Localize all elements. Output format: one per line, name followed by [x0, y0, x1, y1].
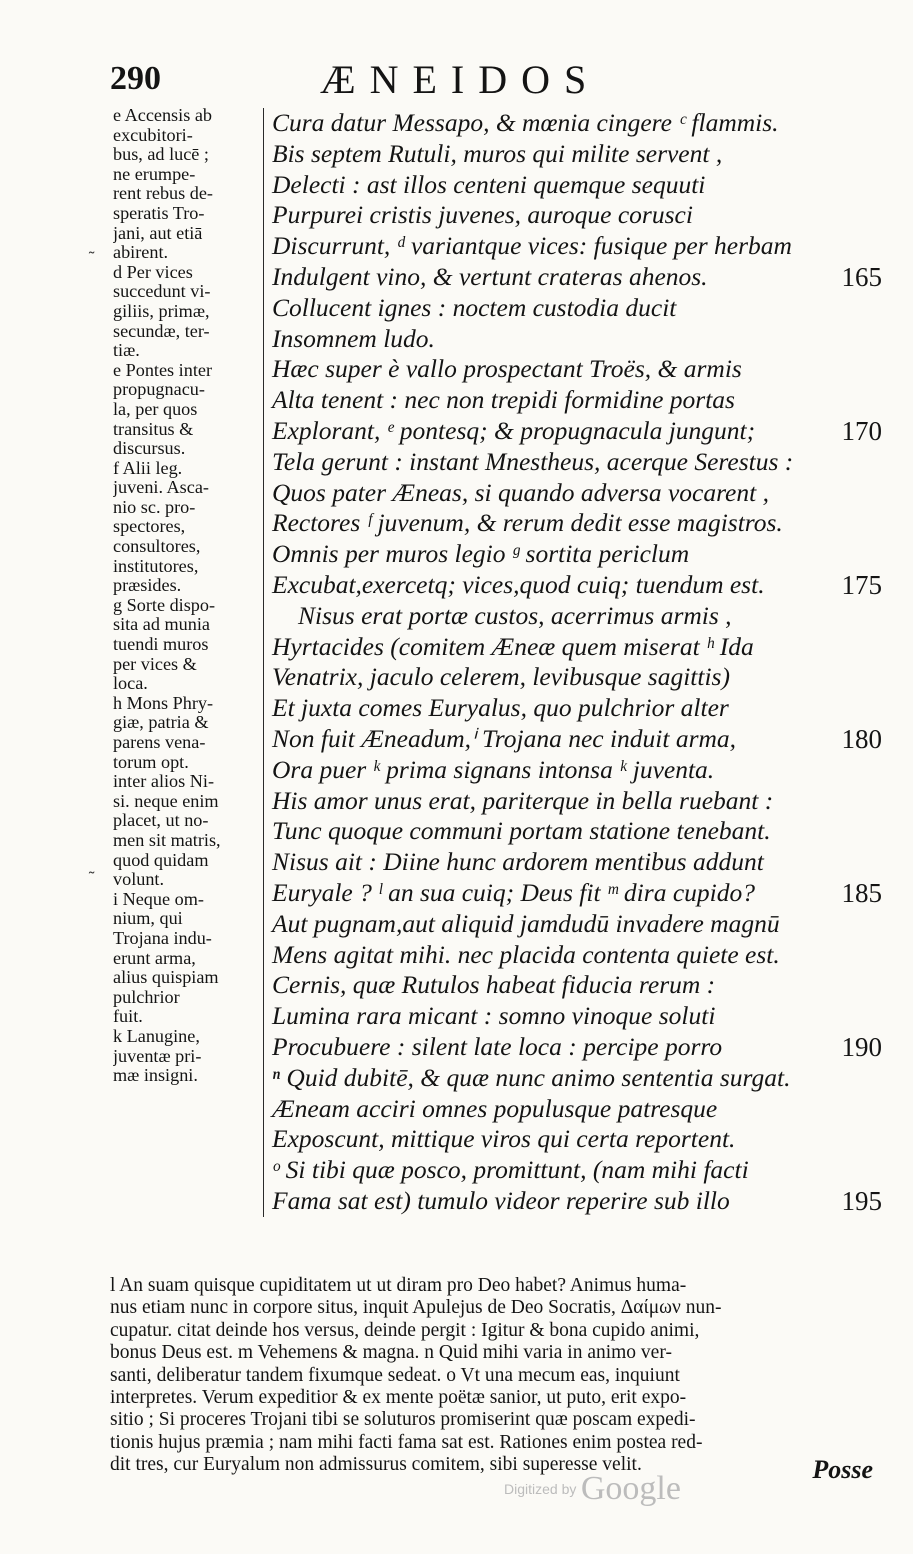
verse-text: Excubat,exercetq; vices,quod cuiq; tuendum est. — [272, 569, 765, 599]
margin-note-line: giliis, primæ, — [113, 301, 210, 321]
verse-line — [264, 632, 894, 663]
verse-line — [264, 816, 894, 847]
margin-note-line: discursus. — [113, 439, 186, 459]
margin-note-line: institutores, — [113, 556, 199, 576]
margin-note-line: nio sc. pro- — [113, 497, 196, 517]
verse-line — [264, 909, 894, 940]
margin-note-line: bus, ad lucē ; — [113, 145, 209, 165]
verse-line — [264, 324, 894, 355]
verse-text: Et juxta comes Euryalus, quo pulchrior alter — [272, 693, 729, 723]
margin-note-line: torum opt. — [113, 752, 189, 772]
digitized-watermark — [504, 1470, 681, 1508]
margin-note-line: h Mons Phry- — [113, 693, 214, 713]
verse-line — [264, 1001, 894, 1032]
verse-line — [264, 1124, 894, 1155]
verse-line — [264, 231, 894, 262]
verse-text: Non fuit Æneadum,ⁱ Trojana nec induit arma, — [272, 723, 737, 753]
verse-text: Euryale ? ˡ an sua cuiq; Deus fit ᵐ dira cupido? — [272, 877, 755, 907]
margin-note-line: jani, aut etiā — [113, 223, 203, 243]
running-title: ÆNEIDOS — [320, 57, 601, 102]
margin-note-line: ne erumpe- — [113, 164, 196, 184]
verse-text: Nisus ait : Diine hunc ardorem mentibus addunt — [272, 847, 764, 877]
verse-text: Nisus erat portæ custos, acerrimus armis , — [298, 600, 732, 630]
verse-line — [264, 478, 894, 509]
verse-line — [264, 1063, 894, 1094]
verse-line — [264, 755, 894, 786]
verse-line — [264, 1094, 894, 1125]
footnotes — [110, 1275, 875, 1477]
margin-note-line: e Accensis ab — [113, 106, 212, 125]
margin-note-line: mæ insigni. — [113, 1066, 198, 1086]
margin-note-line: per vices & — [113, 654, 197, 674]
verse-line — [264, 786, 894, 817]
margin-note-line: tuendi muros — [113, 635, 209, 655]
margin-note-line: sita ad munia — [113, 615, 210, 635]
verse-line — [264, 847, 894, 878]
verse-text: Tunc quoque communi portam statione tenebant. — [272, 816, 771, 846]
margin-note-line: e Pontes inter — [113, 360, 213, 380]
verse-line — [264, 570, 894, 601]
footnote-line: nus etiam nunc in corpore situs, inquit Apulejus de Deo Socratis, Δαίμων nun- — [110, 1297, 722, 1319]
margin-note-line: rent rebus de- — [113, 184, 213, 204]
margin-note-line: speratis Tro- — [113, 203, 205, 223]
verse-number: 185 — [841, 877, 882, 908]
verse-number: 175 — [841, 569, 882, 600]
watermark-prefix: Digitized by — [504, 1481, 577, 1497]
verse-number: 190 — [841, 1031, 882, 1062]
verse-text: Delecti : ast illos centeni quemque sequuti — [272, 169, 706, 199]
verse-text: Æneam acciri omnes populusque patresque — [272, 1093, 718, 1123]
footnote-line: l An suam quisque cupiditatem ut ut diram pro Deo habet? Animus huma- — [110, 1275, 687, 1296]
margin-note-line: consultores, — [113, 537, 201, 557]
watermark-brand: Google — [580, 1470, 681, 1507]
verse-text: Cura datur Messapo, & mœnia cingere ᶜ flammis. — [272, 108, 779, 137]
verse-text: ⁿ Quid dubitē, & quæ nunc animo sententia surgat. — [272, 1062, 791, 1092]
verse-text: Rectores ᶠ juvenum, & rerum dedit esse magistros. — [272, 508, 783, 538]
verse-line — [264, 354, 894, 385]
verse-text: Cernis, quæ Rutulos habeat fiducia rerum : — [272, 970, 716, 1000]
verse-text: Mens agitat mihi. nec placida contenta quiete est. — [272, 939, 780, 969]
margin-note-line: si. neque enim — [113, 791, 219, 811]
verse-text: Discurrunt, ᵈ variantque vices: fusique per herbam — [272, 231, 792, 261]
verse-line — [264, 662, 894, 693]
verse-line — [264, 385, 894, 416]
margin-note-line: spectores, — [113, 517, 186, 537]
verse-text: Ora puer ᵏ prima signans intonsa ᵏ juventa. — [272, 754, 715, 784]
margin-tick-mark: ˜ — [89, 250, 95, 267]
footnote-line: dit tres, cur Euryalum non admissurus comitem, sibi superesse velit. — [110, 1454, 642, 1476]
verse-text: Tela gerunt : instant Mnestheus, acerque Serestus : — [272, 446, 794, 476]
margin-note-line: fuit. — [113, 1007, 143, 1027]
verse-line — [264, 416, 894, 447]
margin-note-line: men sit matris, — [113, 830, 221, 850]
verse-text: Explorant, ᵉ pontesq; & propugnacula jungunt; — [272, 415, 756, 445]
page-number: 290 — [110, 60, 161, 97]
margin-note-line: juveni. Asca- — [113, 478, 209, 498]
verse-line — [264, 724, 894, 755]
verse-text: Lumina rara micant : somno vinoque soluti — [272, 1001, 716, 1031]
margin-tick-mark: ˜ — [89, 870, 95, 887]
margin-note-line: parens vena- — [113, 733, 206, 752]
verse-line — [264, 170, 894, 201]
verse-number: 165 — [841, 261, 882, 292]
page-header — [110, 56, 890, 106]
margin-note-line: g Sorte dispo- — [113, 595, 216, 615]
verse-text: Bis septem Rutuli, muros qui milite servent , — [272, 138, 723, 168]
verse-text: Alta tenent : nec non trepidi formidine portas — [272, 385, 735, 415]
verse-text: Insomnem ludo. — [272, 323, 435, 353]
verse-text: Purpurei cristis juvenes, auroque corusci — [272, 200, 693, 230]
margin-note-line: excubitori- — [113, 125, 193, 145]
margin-note-line: giæ, patria & — [113, 713, 209, 733]
margin-notes — [113, 106, 263, 1086]
verse-number: 180 — [841, 723, 882, 754]
footnote-line: interpretes. Verum expeditior & ex mente poëtæ sanior, ut puto, erit expo- — [110, 1386, 687, 1408]
margin-note-line: placet, ut no- — [113, 811, 209, 831]
footnote-line: tionis hujus præmia ; nam mihi facti fama sat est. Rationes enim postea red- — [110, 1431, 703, 1453]
margin-note-line: quod quidam — [113, 850, 209, 870]
margin-note-line: loca. — [113, 674, 148, 694]
verse-line — [264, 940, 894, 971]
verse-text: ᵒ Si tibi quæ posco, promittunt, (nam mihi facti — [272, 1155, 749, 1185]
margin-note-line: juventæ pri- — [113, 1046, 202, 1066]
verse-text: Hæc super è vallo prospectant Troës, & armis — [272, 354, 742, 384]
verse-text: Aut pugnam,aut aliquid jamdudū invadere magnū — [272, 908, 780, 938]
verse-text: Collucent ignes : noctem custodia ducit — [272, 292, 677, 322]
verse-line — [264, 447, 894, 478]
verse-text: Fama sat est) tumulo videor reperire sub illo — [272, 1185, 730, 1215]
margin-note-line: d Per vices — [113, 262, 193, 282]
verse-text: Quos pater Æneas, si quando adversa vocarent , — [272, 477, 769, 507]
margin-note-line: transitus & — [113, 419, 194, 439]
verse-line — [264, 262, 894, 293]
verse-line — [264, 878, 894, 909]
verse-number: 170 — [841, 415, 882, 446]
footnote-line: santi, deliberatur tandem fixumque sedeat. o Vt una mecum eas, inquiunt — [110, 1364, 680, 1386]
margin-note-line: præsides. — [113, 576, 182, 596]
verse-line — [264, 970, 894, 1001]
verse-text: Exposcunt, mittique viros qui certa reportent. — [272, 1124, 736, 1154]
verse-line — [264, 1186, 894, 1217]
footnote-line: cupatur. citat deinde hos versus, deinde pergit : Igitur & bona cupido animi, — [110, 1319, 700, 1341]
verse-line — [264, 108, 894, 139]
verse-line — [264, 139, 894, 170]
margin-note-line: nium, qui — [113, 909, 183, 929]
verse-line — [264, 200, 894, 231]
verse-text: Hyrtacides (comitem Æneæ quem miserat ʰ Ida — [272, 631, 754, 661]
verse-number: 195 — [841, 1185, 882, 1216]
margin-note-line: i Neque om- — [113, 889, 204, 909]
margin-note-line: volunt. — [113, 870, 165, 890]
verse-line — [264, 693, 894, 724]
verse-line — [264, 539, 894, 570]
verse-text: Indulgent vino, & vertunt crateras ahenos. — [272, 261, 708, 291]
verse-line — [264, 508, 894, 539]
verse-line — [264, 1155, 894, 1186]
footnote-line: sitio ; Si proceres Trojani tibi se soluturos promiserint quæ poscam expedi- — [110, 1409, 696, 1431]
margin-note-line: secundæ, ter- — [113, 321, 210, 341]
margin-note-line: abirent. — [113, 243, 169, 263]
verse-line — [264, 1032, 894, 1063]
verse-block — [263, 108, 894, 1217]
verse-text: Procubuere : silent late loca : percipe porro — [272, 1031, 723, 1061]
margin-note-line: propugnacu- — [113, 380, 205, 400]
margin-note-line: k Lanugine, — [113, 1026, 200, 1046]
margin-note-line: Trojana indu- — [113, 928, 212, 948]
verse-line — [264, 601, 894, 632]
margin-note-line: inter alios Ni- — [113, 772, 215, 792]
verse-text: Omnis per muros legio ᵍ sortita periclum — [272, 539, 690, 569]
verse-line — [264, 293, 894, 324]
margin-note-line: f Alii leg. — [113, 458, 183, 478]
margin-note-line: la, per quos — [113, 399, 198, 419]
margin-note-line: alius quispiam — [113, 968, 219, 988]
catchword: Posse — [812, 1455, 873, 1484]
footnote-line: bonus Deus est. m Vehemens & magna. n Quid mihi varia in animo ver- — [110, 1342, 672, 1364]
margin-note-line: tiæ. — [113, 341, 140, 361]
margin-note-line: pulchrior — [113, 987, 180, 1007]
margin-note-line: succedunt vi- — [113, 282, 211, 302]
verse-text: Venatrix, jaculo celerem, levibusque sagittis) — [272, 662, 730, 692]
margin-note-line: erunt arma, — [113, 948, 196, 968]
verse-text: His amor unus erat, pariterque in bella ruebant : — [272, 785, 774, 815]
